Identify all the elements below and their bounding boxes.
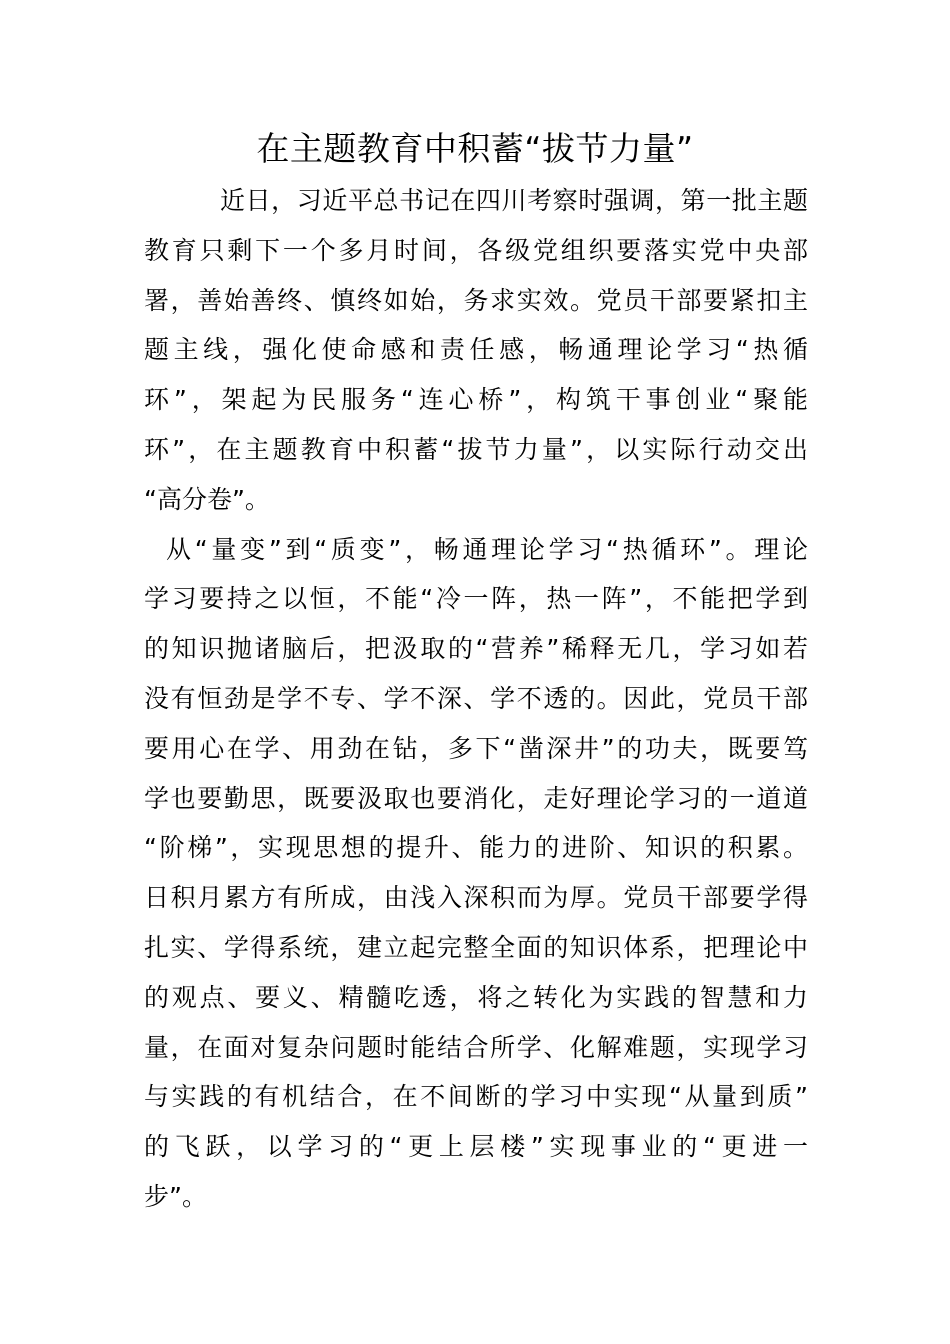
body-line: 扎实、学得系统，建立起完整全面的知识体系，把理论中	[144, 933, 808, 962]
body-line: “阶梯”，实现思想的提升、能力的进阶、知识的积累。	[144, 833, 808, 863]
body-line: 量，在面对复杂问题时能结合所学、化解难题，实现学习	[144, 1032, 808, 1062]
document-title: 在主题教育中积蓄“拔节力量”	[256, 129, 694, 168]
body-line: 教育只剩下一个多月时间，各级党组织要落实党中央部	[144, 235, 808, 265]
body-line: 的知识抛诸脑后，把汲取的“营养”稀释无几，学习如若	[144, 634, 808, 664]
body-line: 环”，架起为民服务“连心桥”，构筑干事创业“聚能	[144, 385, 808, 415]
body-line: “高分卷”。	[144, 484, 270, 514]
body-line: 与实践的有机结合，在不间断的学习中实现“从量到质”	[144, 1082, 808, 1112]
body-line: 题主线，强化使命感和责任感，畅通理论学习“热循	[144, 335, 808, 365]
body-line: 近日，习近平总书记在四川考察时强调，第一批主题	[220, 186, 808, 215]
body-line: 要用心在学、用劲在钻，多下“凿深井”的功夫，既要笃	[144, 733, 808, 763]
body-line: 的飞跃，以学习的“更上层楼”实现事业的“更进一	[144, 1132, 808, 1162]
body-line: 没有恒劲是学不专、学不深、学不透的。因此，党员干部	[144, 684, 808, 713]
body-line: 从“量变”到“质变”，畅通理论学习“热循环”。理论	[166, 534, 808, 564]
body-line: 学习要持之以恒，不能“冷一阵，热一阵”，不能把学到	[144, 584, 808, 614]
body-line: 学也要勤思，既要汲取也要消化，走好理论学习的一道道	[144, 783, 808, 813]
body-line: 的观点、要义、精髓吃透，将之转化为实践的智慧和力	[144, 982, 808, 1012]
body-line: 步”。	[144, 1182, 207, 1211]
body-line: 日积月累方有所成，由浅入深积而为厚。党员干部要学得	[144, 883, 808, 913]
body-line: 署，善始善终、慎终如始，务求实效。党员干部要紧扣主	[144, 285, 808, 315]
body-line: 环”，在主题教育中积蓄“拔节力量”，以实际行动交出	[144, 435, 808, 464]
